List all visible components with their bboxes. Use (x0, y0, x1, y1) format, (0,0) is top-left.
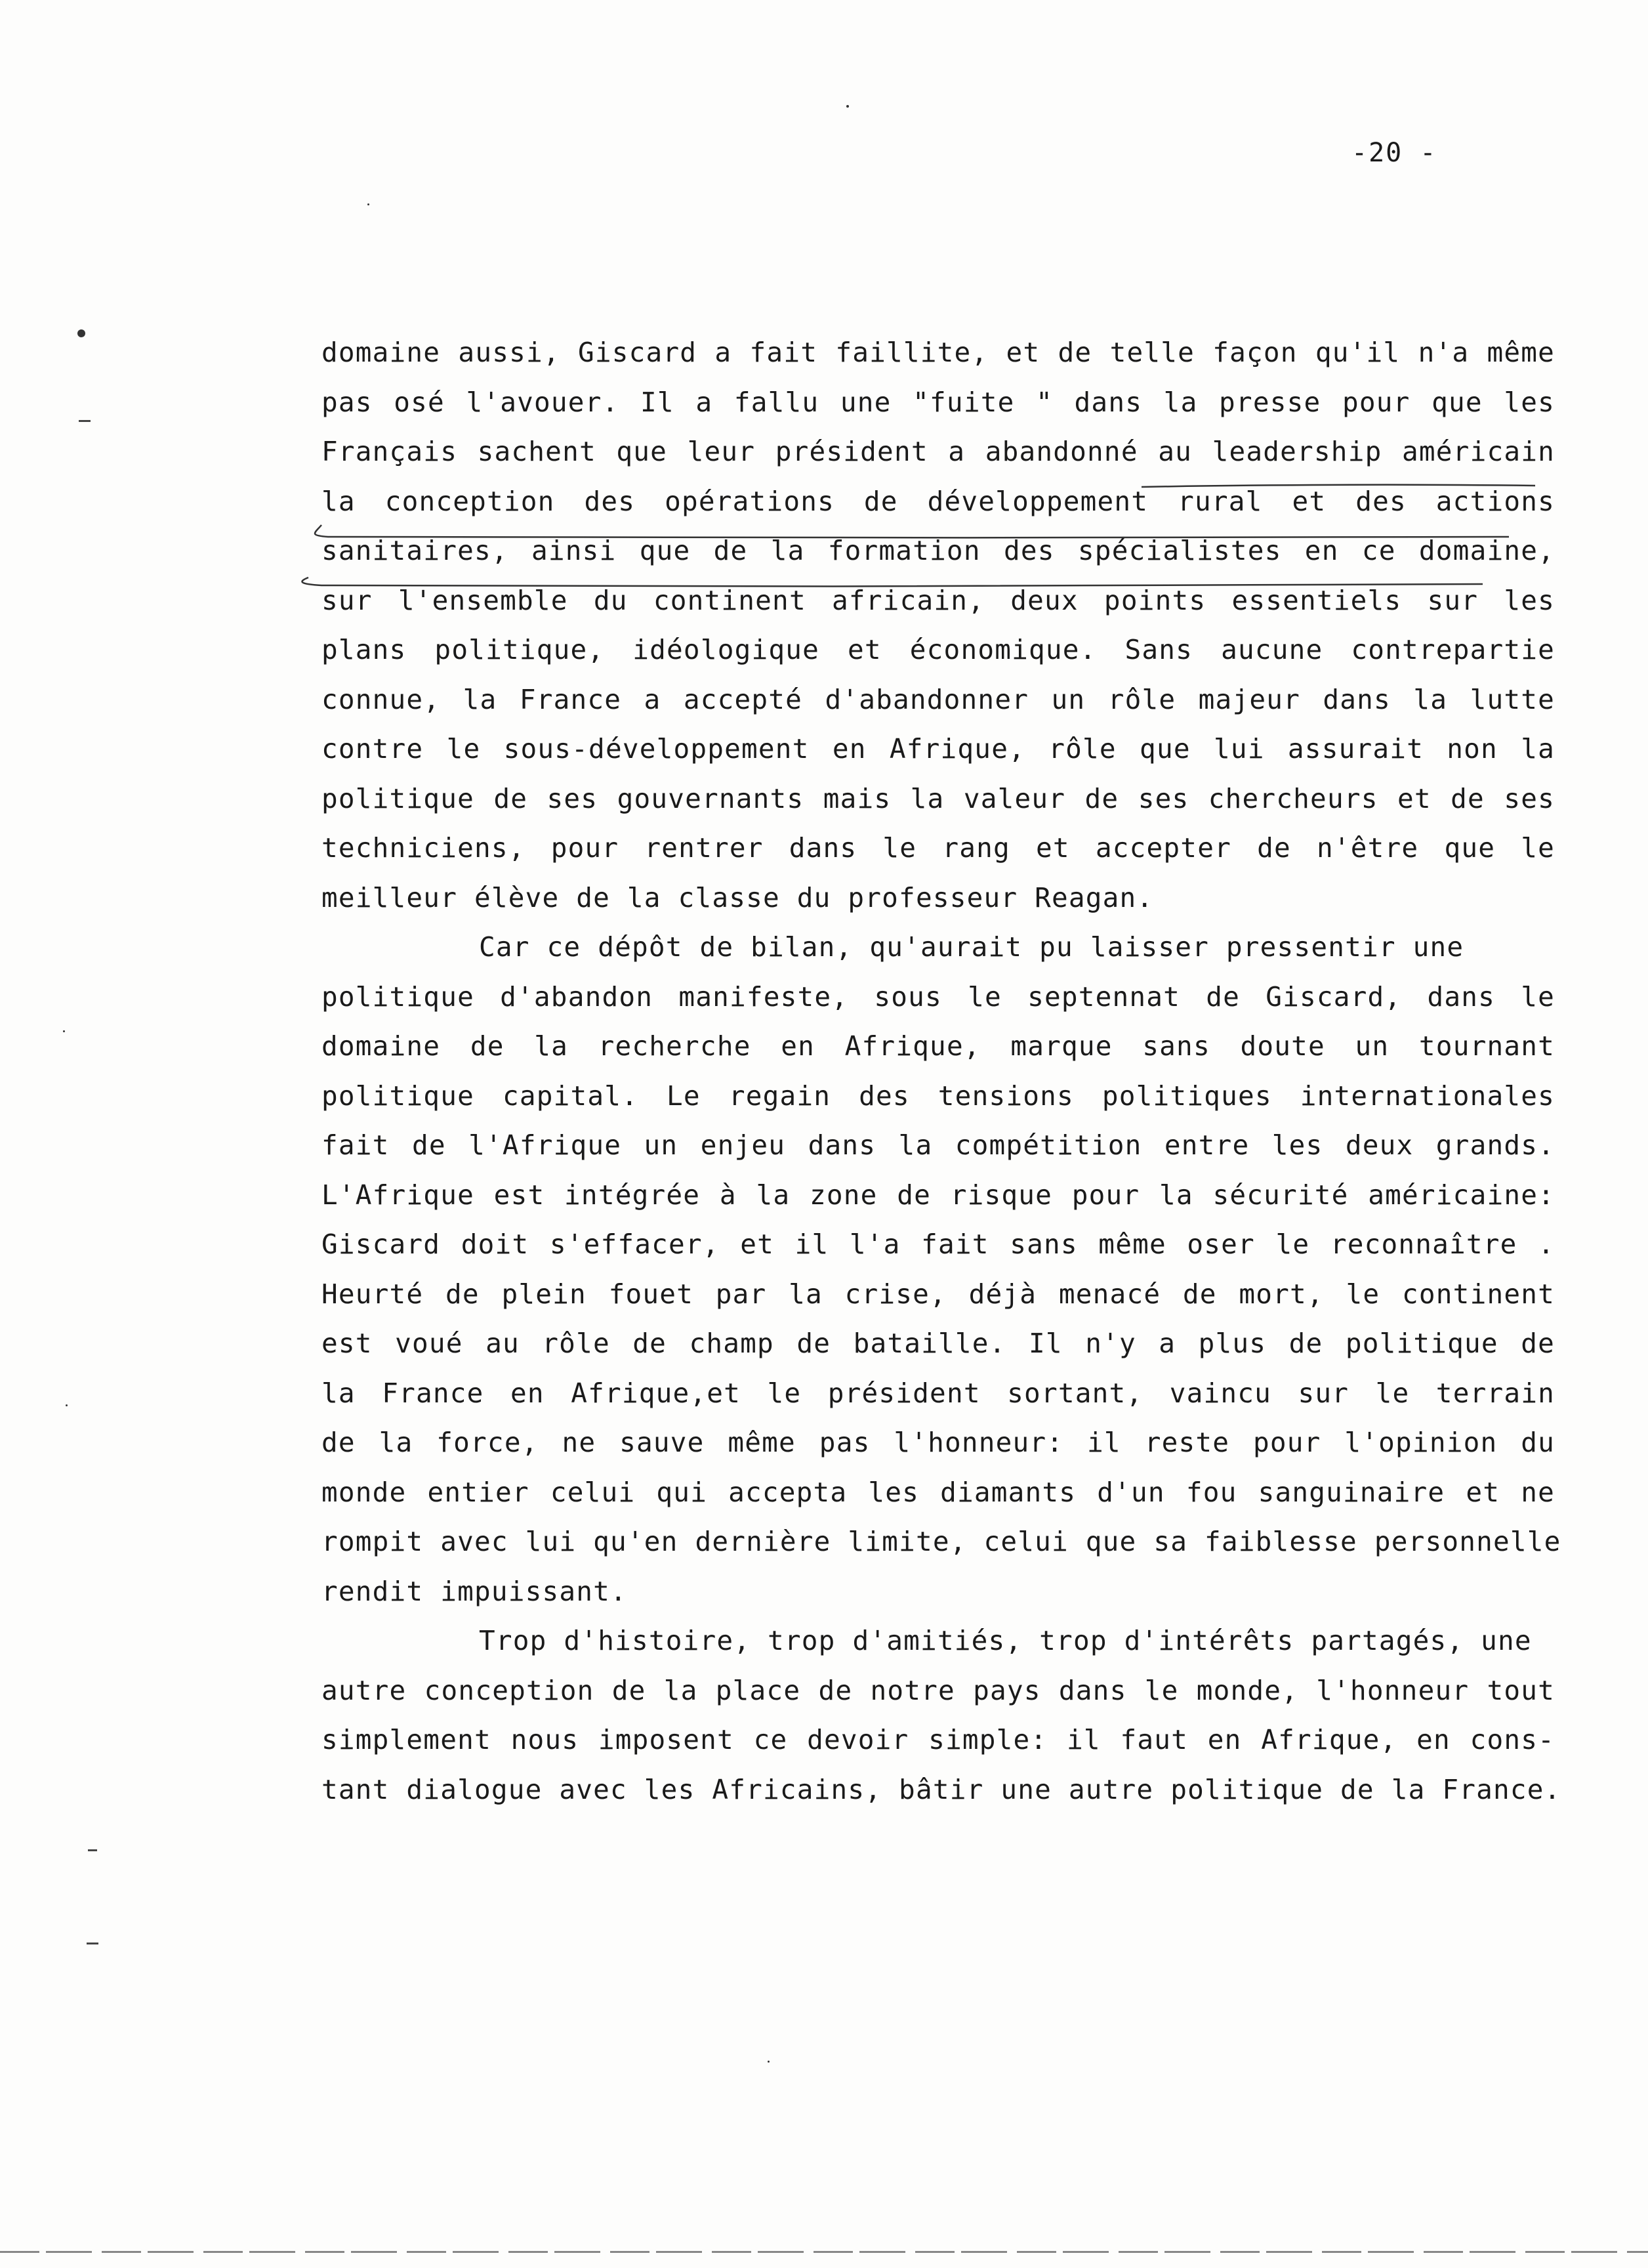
text-line: simplement nous imposent ce devoir simple: il faut en Afrique, en cons- (321, 1724, 1555, 1755)
text-line: Trop d'histoire, trop d'amitiés, trop d'intérêts partagés, une (479, 1625, 1532, 1656)
text-line: connue, la France a accepté d'abandonner un rôle majeur dans la lutte (321, 683, 1555, 715)
page-number: -20 - (1351, 138, 1437, 168)
page-bottom-edge (0, 2251, 1648, 2253)
text-line: contre le sous-développement en Afrique, rôle que lui assurait non la (321, 733, 1555, 765)
text-line: politique capital. Le regain des tensions politiques internationales (321, 1080, 1555, 1112)
text-line: Car ce dépôt de bilan, qu'aurait pu laisser pressentir une (479, 931, 1464, 963)
text-line: politique d'abandon manifeste, sous le septennat de Giscard, dans le (321, 980, 1555, 1013)
speck (63, 1030, 65, 1032)
paragraph-3 (321, 1616, 1561, 1815)
text-line: rendit impuissant. (321, 1575, 627, 1607)
paragraph-2 (321, 923, 1561, 1616)
text-line: Giscard doit s'effacer, et il l'a fait sans même oser le reconnaître . (321, 1228, 1555, 1260)
text-line: politique de ses gouvernants mais la valeur de ses chercheurs et de ses (321, 782, 1555, 814)
margin-dash (79, 420, 91, 422)
text-line: la conception des opérations de développement rural et des actions (321, 485, 1555, 517)
margin-dash (88, 1849, 97, 1851)
text-line: plans politique, idéologique et économique. Sans aucune contrepartie (321, 634, 1555, 665)
speck (66, 1404, 68, 1406)
text-line: la France en Afrique,et le président sortant, vaincu sur le terrain (321, 1377, 1555, 1409)
text-line: tant dialogue avec les Africains, bâtir une autre politique de la France. (321, 1773, 1561, 1805)
text-line: pas osé l'avouer. Il a fallu une "fuite " dans la presse pour que les (321, 386, 1555, 418)
text-line: domaine de la recherche en Afrique, marque sans doute un tournant (321, 1030, 1555, 1062)
text-line: Français sachent que leur président a abandonné au leadership américain (321, 436, 1555, 467)
text-line: de la force, ne sauve même pas l'honneur: il reste pour l'opinion du (321, 1427, 1555, 1458)
speck (846, 105, 849, 108)
margin-dot (77, 329, 85, 337)
text-line: sur l'ensemble du continent africain, deux points essentiels sur les (321, 584, 1555, 616)
body-text (321, 328, 1561, 1815)
text-line: meilleur élève de la classe du professeur Reagan. (321, 881, 1154, 914)
paragraph-1 (321, 328, 1555, 923)
speck (367, 203, 369, 205)
text-line: techniciens, pour rentrer dans le rang et accepter de n'être que le (321, 832, 1555, 864)
text-line: fait de l'Afrique un enjeu dans la compétition entre les deux grands. (321, 1129, 1555, 1161)
text-line: autre conception de la place de notre pays dans le monde, l'honneur tout (321, 1674, 1555, 1706)
text-line: est voué au rôle de champ de bataille. Il n'y a plus de politique de (321, 1328, 1555, 1359)
text-line: Heurté de plein fouet par la crise, déjà menacé de mort, le continent (321, 1278, 1555, 1310)
text-line: sanitaires, ainsi que de la formation des spécialistes en ce domaine, (321, 535, 1555, 566)
text-line: domaine aussi, Giscard a fait faillite, et de telle façon qu'il n'a même (321, 337, 1555, 368)
margin-dash (87, 1942, 98, 1944)
text-line: monde entier celui qui accepta les diamants d'un fou sanguinaire et ne (321, 1476, 1555, 1508)
text-line: L'Afrique est intégrée à la zone de risque pour la sécurité américaine: (321, 1179, 1555, 1211)
text-line: rompit avec lui qu'en dernière limite, celui que sa faiblesse personnelle (321, 1526, 1561, 1557)
speck (768, 2061, 770, 2063)
